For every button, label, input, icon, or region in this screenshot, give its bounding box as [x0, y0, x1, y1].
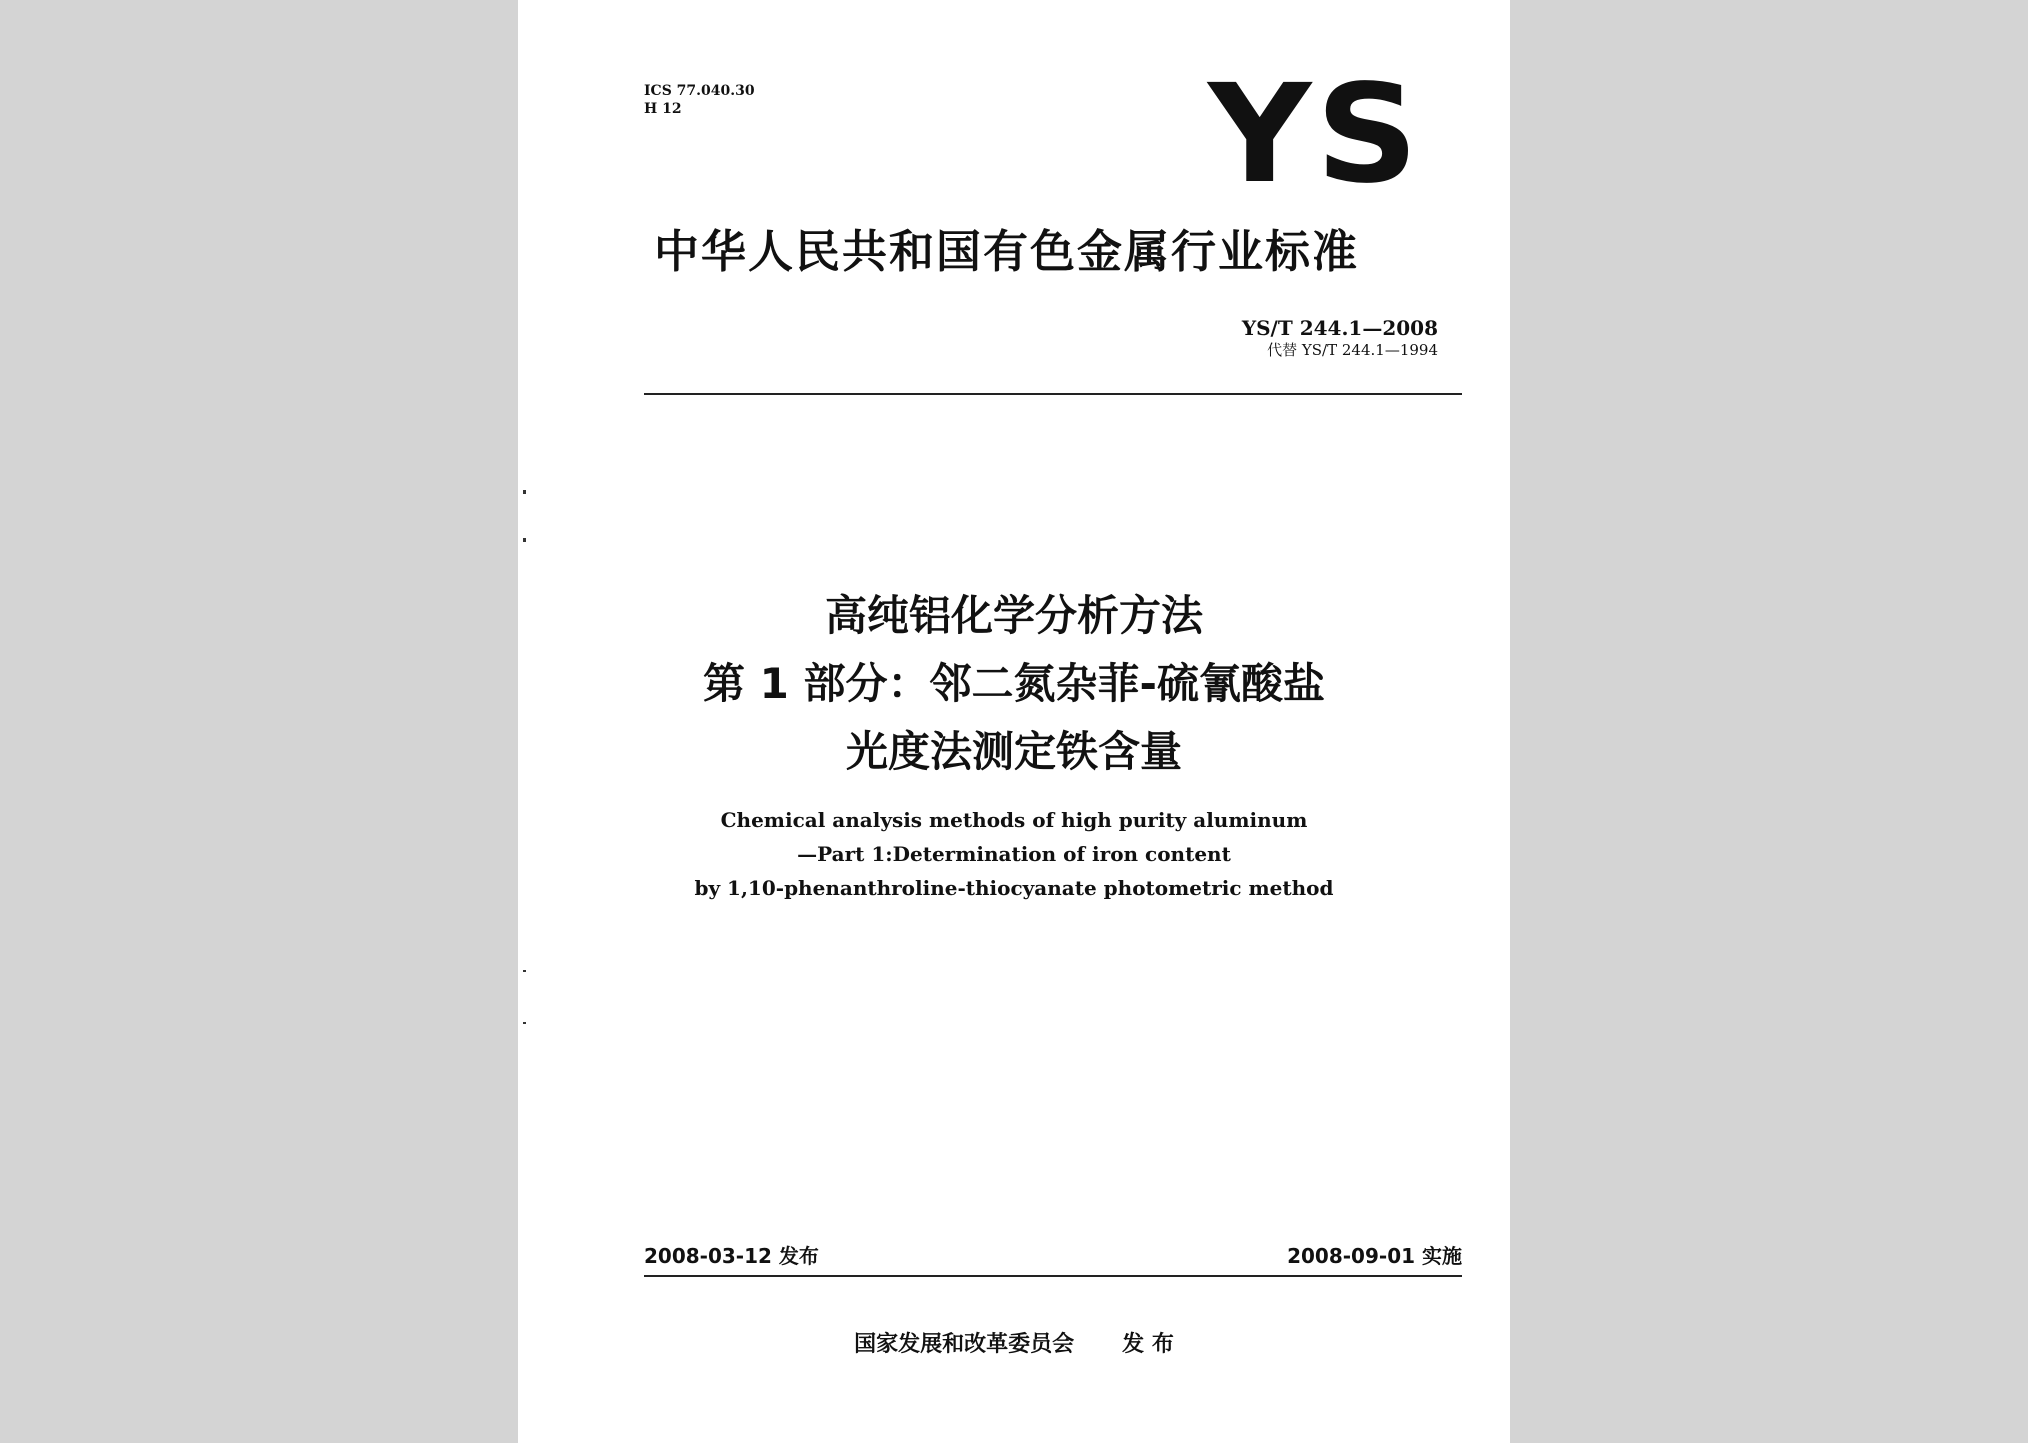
classification-codes	[644, 82, 755, 118]
english-title-line: by 1,10-phenanthroline-thiocyanate photometric method	[694, 876, 1334, 900]
english-title	[518, 803, 1510, 905]
standard-number: YS/T 244.1—2008	[1241, 316, 1438, 340]
implementation-date: 2008-09-01 实施	[1287, 1244, 1462, 1268]
replaces-standard: 代替 YS/T 244.1—1994	[1267, 341, 1438, 359]
scan-speck	[523, 538, 526, 542]
issue-date: 2008-03-12 发布	[644, 1244, 819, 1268]
ys-logo: YS	[1208, 56, 1423, 214]
chinese-title	[518, 582, 1510, 786]
scan-speck	[523, 970, 526, 972]
ccs-code: H 12	[644, 101, 682, 117]
scan-speck	[523, 490, 526, 494]
chinese-title-line: 光度法测定铁含量	[845, 727, 1182, 776]
chinese-title-line: 高纯铝化学分析方法	[824, 591, 1203, 640]
standard-category-title: 中华人民共和国有色金属行业标准	[654, 225, 1360, 278]
ics-code: ICS 77.040.30	[644, 83, 755, 99]
english-title-line: Chemical analysis methods of high purity aluminum	[720, 808, 1308, 832]
chinese-title-line: 第 1 部分：邻二氮杂菲-硫氰酸盐	[703, 659, 1325, 708]
bottom-divider	[644, 1275, 1462, 1277]
scan-speck	[523, 1022, 526, 1024]
top-divider	[644, 393, 1462, 395]
document-page	[518, 0, 1510, 1443]
standard-number-block	[1242, 315, 1438, 359]
english-title-line: —Part 1:Determination of iron content	[797, 842, 1231, 866]
publisher-line	[518, 1328, 1510, 1362]
publisher-name: 国家发展和改革委员会	[854, 1332, 1075, 1357]
publish-action: 发 布	[1122, 1332, 1174, 1357]
